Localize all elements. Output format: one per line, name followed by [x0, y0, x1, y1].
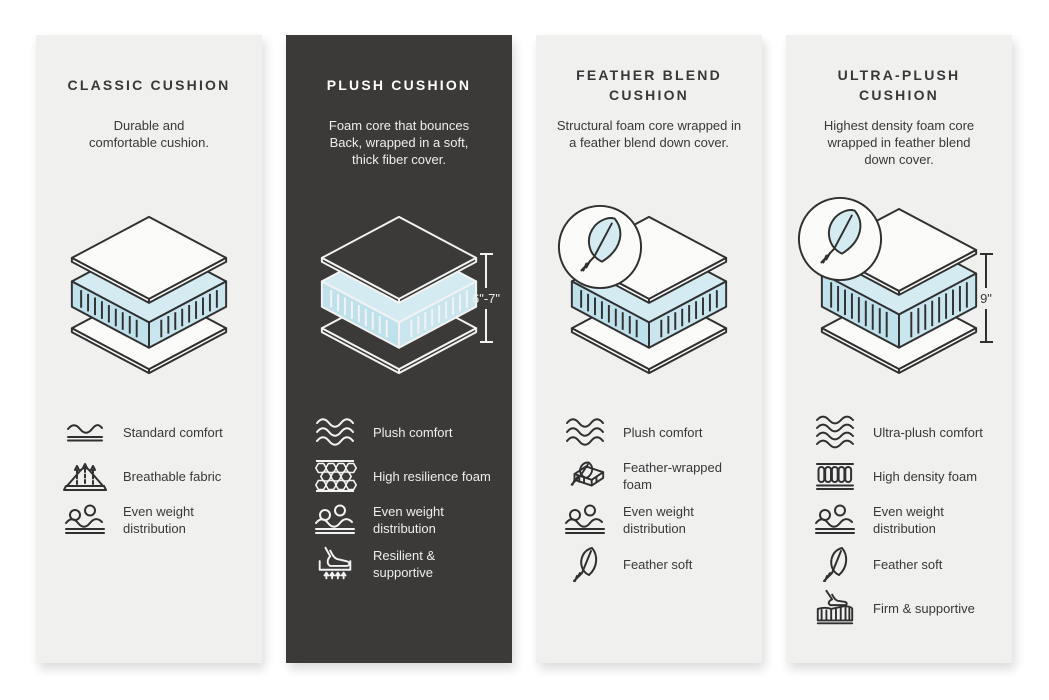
feature-label: Plush comfort	[623, 424, 703, 440]
feature-list	[36, 413, 262, 539]
feature-label: Even weight distribution	[873, 504, 944, 536]
feather-icon	[563, 545, 607, 583]
feature-label: Resilient & supportive	[373, 548, 436, 580]
feature-list	[286, 413, 512, 583]
description-line: a feather blend down cover.	[569, 135, 729, 150]
cushion-illustration	[36, 189, 262, 385]
feather-badge-icon	[556, 203, 644, 291]
height-measurement	[966, 253, 1006, 343]
measure-line	[485, 255, 487, 288]
feature-row	[563, 413, 762, 451]
feature-row	[313, 413, 512, 451]
description-line: down cover.	[864, 152, 934, 167]
card-feather-blend-cushion	[536, 35, 762, 663]
feature-label: High density foam	[873, 468, 978, 484]
card-title: CLASSIC CUSHION	[67, 77, 231, 93]
card-title: FEATHER BLEND CUSHION	[576, 67, 722, 103]
even-weight-icon	[63, 501, 107, 539]
honeycomb-icon	[313, 457, 357, 495]
feature-label: Ultra-plush comfort	[873, 424, 983, 440]
feature-row	[63, 501, 262, 539]
card-description	[786, 117, 1012, 179]
feature-row	[813, 413, 1012, 451]
even-weight-icon	[563, 501, 607, 539]
feature-label: Standard comfort	[123, 424, 223, 440]
feature-label: Plush comfort	[373, 424, 453, 440]
feature-label: Feather-wrapped foam	[623, 460, 722, 492]
feature-label: Even weight distribution	[623, 504, 694, 536]
feature-row	[563, 501, 762, 539]
description-line: Structural foam core wrapped in	[556, 118, 742, 133]
measure-line	[485, 309, 487, 342]
even-weight-icon	[813, 501, 857, 539]
card-description	[36, 117, 262, 179]
height-measurement	[466, 253, 506, 343]
feature-label: Feather soft	[623, 556, 693, 572]
card-title: ULTRA-PLUSH CUSHION	[837, 67, 961, 103]
foot-arrows-icon	[313, 545, 357, 583]
feather-foam-icon	[563, 457, 607, 495]
feature-label: Even weight distribution	[373, 504, 444, 536]
card-title: PLUSH CUSHION	[326, 77, 472, 93]
waves-dense-icon	[813, 413, 857, 451]
feather-badge-icon	[796, 195, 884, 283]
feature-row	[63, 457, 262, 495]
feature-row	[313, 501, 512, 539]
cushion-illustration	[286, 189, 512, 385]
feature-row	[313, 457, 512, 495]
card-description	[536, 117, 762, 179]
cushion-illustration	[536, 189, 762, 385]
feature-label: Breathable fabric	[123, 468, 222, 484]
wave-underline-icon	[63, 413, 107, 451]
even-weight-icon	[313, 501, 357, 539]
description-line: wrapped in feather blend	[827, 135, 971, 150]
card-classic-cushion	[36, 35, 262, 663]
feature-row	[813, 501, 1012, 539]
feature-label: High resilience foam	[373, 468, 491, 484]
card-plush-cushion	[286, 35, 512, 663]
foam-cells-icon	[813, 457, 857, 495]
description-line: Back, wrapped in a soft,	[329, 135, 469, 150]
waves-icon	[563, 413, 607, 451]
description-line: Durable and	[113, 118, 185, 133]
description-line: comfortable cushion.	[89, 135, 209, 150]
feature-label: Even weight distribution	[123, 504, 194, 536]
feature-row	[313, 545, 512, 583]
card-ultra-plush-cushion	[786, 35, 1012, 663]
feature-label: Firm & supportive	[873, 600, 975, 616]
measurement-label: 6"-7"	[471, 290, 501, 306]
measure-cap	[980, 341, 993, 343]
breathable-icon	[63, 457, 107, 495]
feature-row	[813, 457, 1012, 495]
measure-line	[985, 255, 987, 288]
waves-icon	[313, 413, 357, 451]
cushion-layers-diagram	[316, 213, 482, 379]
feature-list	[786, 413, 1012, 627]
measurement-label: 9"	[980, 290, 992, 306]
measure-cap	[480, 341, 493, 343]
description-line: thick fiber cover.	[352, 152, 446, 167]
feature-row	[563, 545, 762, 583]
feature-list	[536, 413, 762, 583]
cushion-layers-diagram	[66, 213, 232, 379]
measure-line	[985, 309, 987, 342]
cushion-illustration	[786, 189, 1012, 385]
feather-icon	[813, 545, 857, 583]
description-line: Foam core that bounces	[328, 118, 470, 133]
foot-mattress-icon	[813, 589, 857, 627]
feature-row	[63, 413, 262, 451]
feature-label: Feather soft	[873, 556, 943, 572]
feature-row	[563, 457, 762, 495]
description-line: Highest density foam core	[823, 118, 975, 133]
card-description	[286, 117, 512, 179]
feature-row	[813, 589, 1012, 627]
feature-row	[813, 545, 1012, 583]
